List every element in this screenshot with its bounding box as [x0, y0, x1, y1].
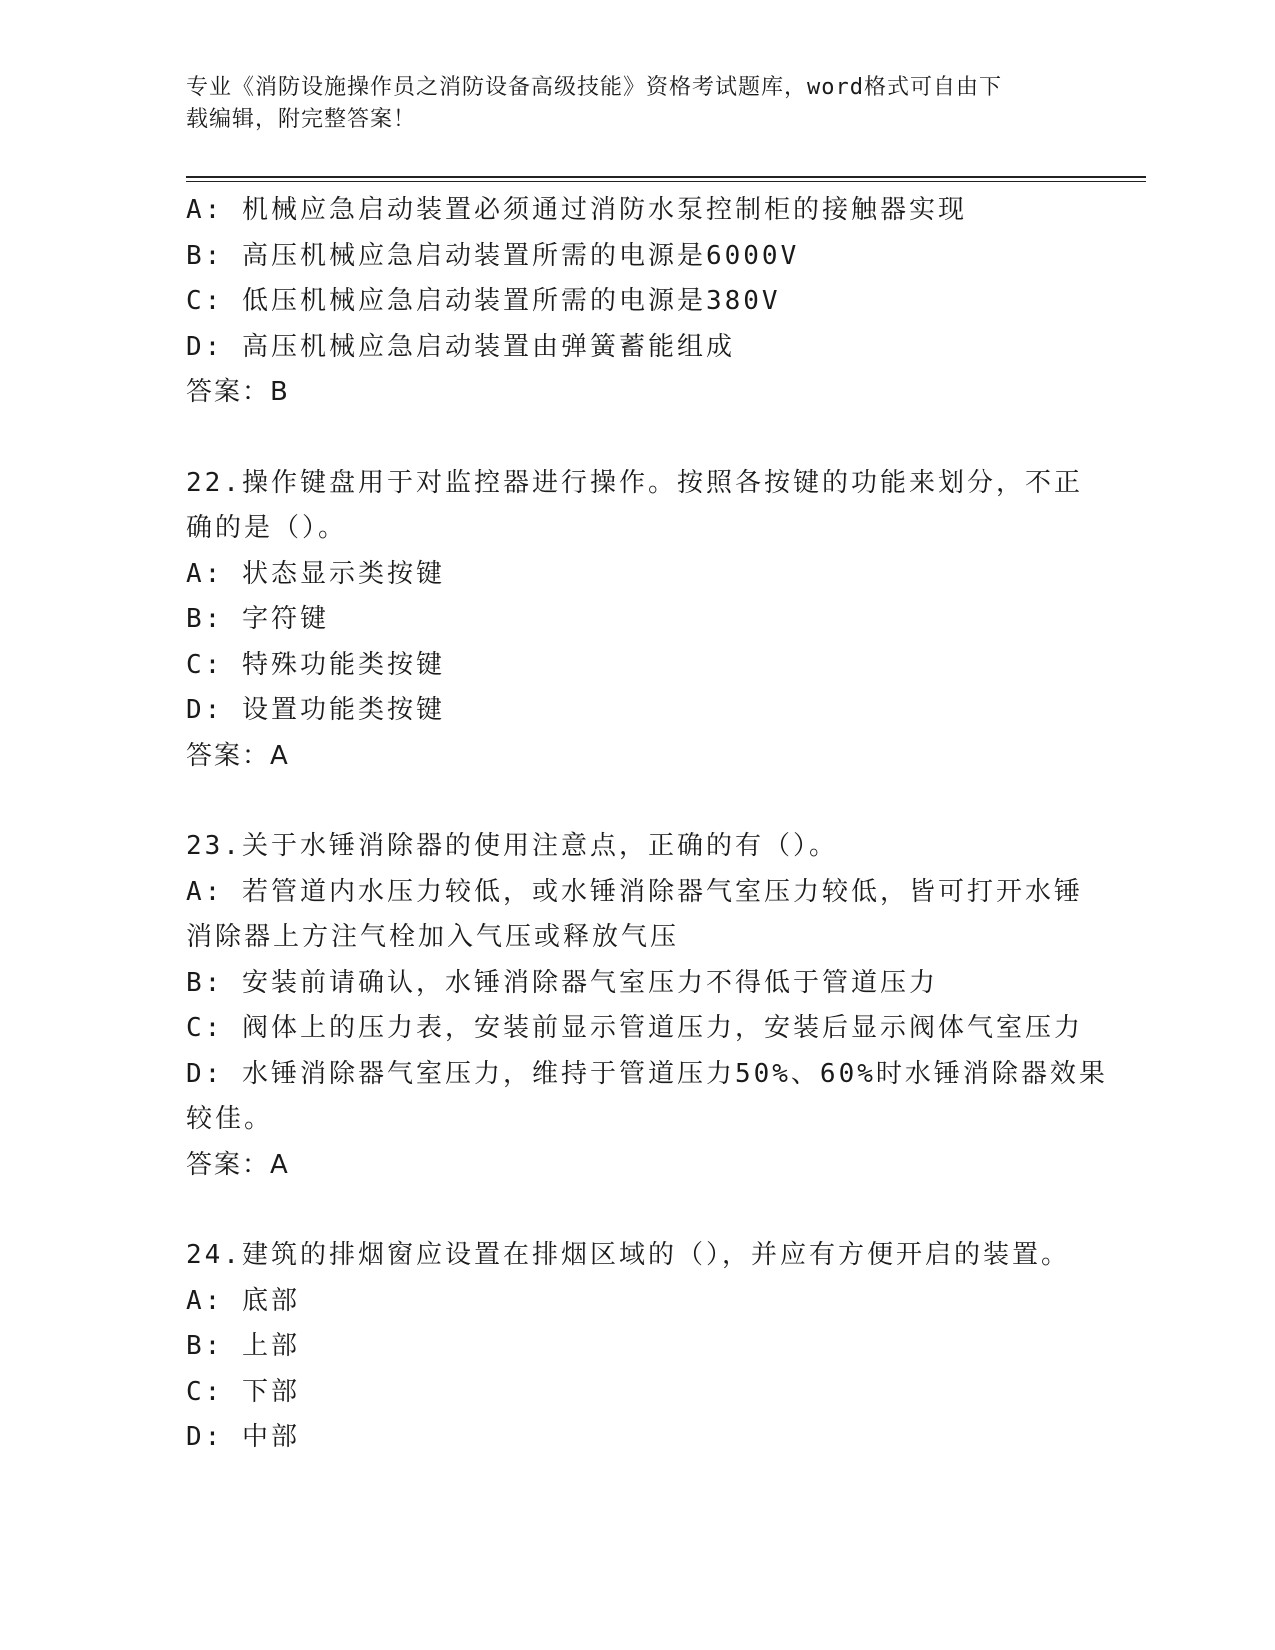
- question-21: [186, 188, 1086, 416]
- option-b: B: 高压机械应急启动装置所需的电源是6000V: [186, 240, 800, 271]
- question-22: [186, 461, 1086, 780]
- header-divider-thick: [186, 176, 1146, 178]
- option-c: C: 阀体上的压力表，安装前显示管道压力，安装后显示阀体气室压力: [186, 1013, 1083, 1043]
- question-stem: 23.关于水锤消除器的使用注意点，正确的有（）。: [186, 831, 838, 861]
- question-list: [186, 188, 1108, 1461]
- document-header: [186, 72, 1066, 136]
- spacer: [186, 1188, 1086, 1233]
- option-a: A: 状态显示类按键: [186, 558, 445, 589]
- option-c: C: 特殊功能类按键: [186, 649, 445, 680]
- option-a: A: 底部: [186, 1285, 300, 1316]
- option-a-cont: 消除器上方注气栓加入气压或释放气压: [186, 922, 680, 952]
- option-b: B: 上部: [186, 1331, 300, 1361]
- spacer: [186, 416, 1086, 461]
- header-line-1: 专业《消防设施操作员之消防设备高级技能》资格考试题库，word格式可自由下: [186, 75, 1002, 100]
- header-line-2: 载编辑，附完整答案！: [186, 107, 417, 132]
- option-d: D: 高压机械应急启动装置由弹簧蓄能组成: [186, 331, 735, 362]
- answer: 答案：A: [186, 1149, 290, 1180]
- question-24: [186, 1233, 1086, 1461]
- option-c: C: 低压机械应急启动装置所需的电源是380V: [186, 286, 781, 316]
- option-d: D: 中部: [186, 1422, 300, 1452]
- answer: 答案：A: [186, 740, 290, 771]
- option-a: A: 若管道内水压力较低，或水锤消除器气室压力较低，皆可打开水锤: [186, 876, 1083, 907]
- option-b: B: 安装前请确认，水锤消除器气室压力不得低于管道压力: [186, 967, 938, 998]
- question-stem-cont: 确的是（）。: [186, 513, 348, 543]
- question-stem: 22.操作键盘用于对监控器进行操作。按照各按键的功能来划分，不正: [186, 467, 1083, 498]
- question-stem: 24.建筑的排烟窗应设置在排烟区域的（），并应有方便开启的装置。: [186, 1240, 1070, 1270]
- option-d: D: 设置功能类按键: [186, 695, 445, 725]
- spacer: [186, 779, 1086, 824]
- answer: 答案：B: [186, 377, 290, 407]
- option-d-cont: 较佳。: [186, 1104, 274, 1134]
- header-divider-thin: [186, 181, 1146, 182]
- question-23: [186, 824, 1108, 1188]
- option-b: B: 字符键: [186, 604, 329, 634]
- option-d: D: 水锤消除器气室压力，维持于管道压力50%、60%时水锤消除器效果: [186, 1058, 1108, 1089]
- option-a: A: 机械应急启动装置必须通过消防水泵控制柜的接触器实现: [186, 195, 967, 225]
- option-c: C: 下部: [186, 1376, 300, 1407]
